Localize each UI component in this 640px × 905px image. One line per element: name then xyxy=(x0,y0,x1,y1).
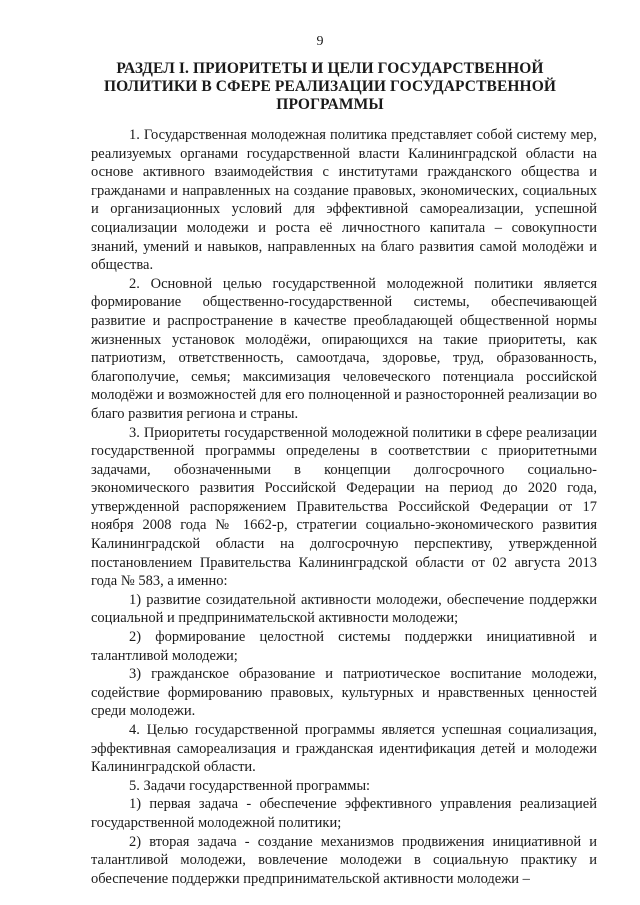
section-heading-line: ПРОГРАММЫ xyxy=(276,96,384,113)
task-item-2: 2) вторая задача - создание механизмов продвижения инициативной и талантливой молодежи, вовлечение молодежи в социальную практику и обеспечение поддержки предпринимательской активности молодежи – xyxy=(91,833,597,887)
page-number: 9 xyxy=(316,34,324,49)
paragraph-1: 1. Государственная молодежная политика представляет собой систему мер, реализуемых органами государственной власти Калининградской области на основе активного взаимодействия с институтами гражданского общества и гражданами и направленных на создание правовых, экономических, социальных и организационных условий для эффективной самореализации, успешной социализации молодежи и роста её личностного капитала – совокупности знаний, умений и навыков, направленных на благо развития самой молодёжи и общества. xyxy=(91,127,597,274)
paragraph-2: 2. Основной целью государственной молодежной политики является формирование общественно-государственной системы, обеспечивающей развитие и распространение в качестве преобладающей общественной нормы жизненных установок молодёжи, опирающихся на такие приоритеты, как патриотизм, ответственность, самоотдача, здоровье, труд, образованность, благополучие, семья; максимизация человеческого потенциала российской молодёжи и возможностей для его полноценной и разносторонней реализации во благо развития региона и страны. xyxy=(91,275,597,422)
task-item-1: 1) первая задача - обеспечение эффективного управления реализацией государственной молодежной политики; xyxy=(91,796,597,831)
paragraph-4: 4. Целью государственной программы является успешная социализация, эффективная самореализация и гражданская идентификация детей и молодежи Калининградской области. xyxy=(91,722,597,776)
priority-item-1: 1) развитие созидательной активности молодежи, обеспечение поддержки социальной и предпринимательской активности молодежи; xyxy=(91,591,597,627)
document-body xyxy=(91,126,597,888)
priority-item-3: 3) гражданское образование и патриотическое воспитание молодежи, содействие формированию правовых, культурных и нравственных ценностей среди молодежи. xyxy=(91,666,597,720)
section-heading-line: РАЗДЕЛ I. ПРИОРИТЕТЫ И ЦЕЛИ ГОСУДАРСТВЕННОЙ xyxy=(116,60,544,77)
paragraph-3: 3. Приоритеты государственной молодежной политики в сфере реализации государственной программы определены в соответствии с приоритетными задачами, обозначенными в концепции долгосрочного социально-экономического развития Российской Федерации на период до 2020 года, утвержденной распоряжением Правительства Российской Федерации от 17 ноября 2008 года № 1662-р, стратегии социально-экономического развития Калининградской области на долгосрочную перспективу, утвержденной постановлением Правительства Калининградской области от 02 августа 2013 года № 583, а именно: xyxy=(91,424,597,590)
section-heading-line: ПОЛИТИКИ В СФЕРЕ РЕАЛИЗАЦИИ ГОСУДАРСТВЕННОЙ xyxy=(103,78,557,95)
paragraph-5: 5. Задачи государственной программы: xyxy=(129,777,371,794)
section-heading xyxy=(100,60,560,114)
priority-item-2: 2) формирование целостной системы поддержки инициативной и талантливой молодежи; xyxy=(91,629,597,664)
